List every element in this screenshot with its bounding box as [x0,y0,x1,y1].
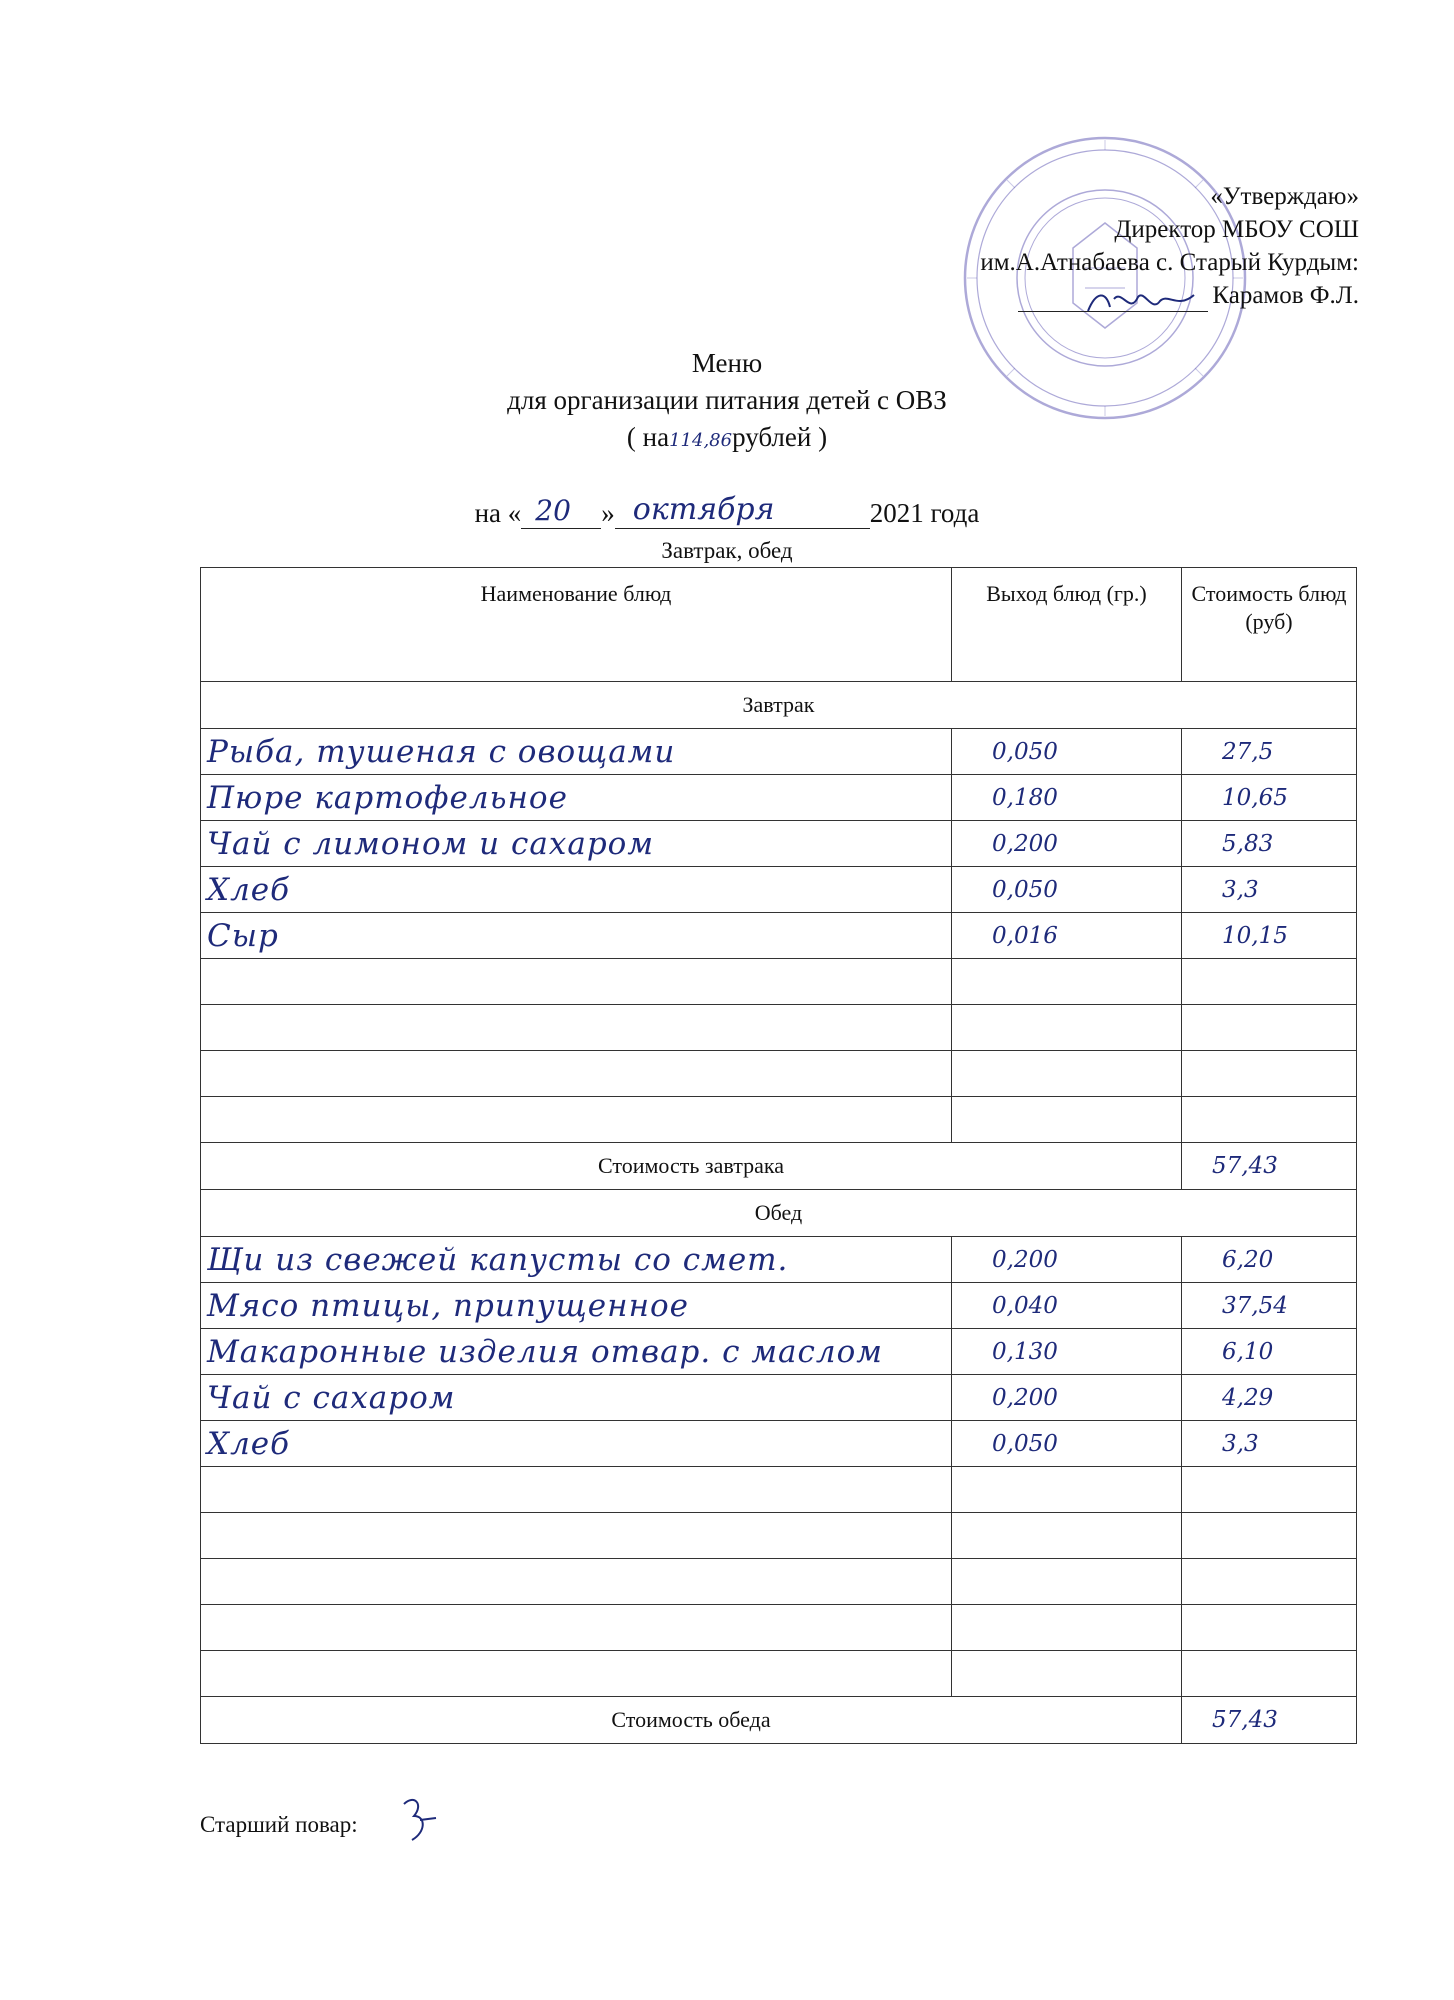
approval-signature-line [980,279,1359,312]
dish-name-cell [201,1421,952,1467]
dish-name-cell-text: Чай с сахаром [207,1379,456,1416]
table-row [201,1559,1357,1605]
dish-name-cell-text: Хлеб [207,1425,291,1462]
dish-name-cell-text: Макаронные изделия отвар. с маслом [207,1333,883,1370]
header-cost: Стоимость блюд (руб) [1182,568,1357,682]
total-value-cell [1182,1143,1357,1190]
table-row [201,913,1357,959]
table-row [201,1005,1357,1051]
chef-label: Старший повар: [200,1812,358,1837]
yield-cell-text: 0,130 [992,1338,1058,1365]
cost-cell [1182,1651,1357,1697]
price-handwritten: 114,86 [669,430,733,451]
dish-name-cell [201,1097,952,1143]
total-value: 57,43 [1212,1707,1278,1733]
breakfast-total-row [201,1143,1357,1190]
dish-name-cell [201,1283,952,1329]
table-row [201,775,1357,821]
total-label: Стоимость обеда [201,1697,1182,1744]
yield-cell [952,1651,1182,1697]
dish-name-cell-text: Рыба, тушеная с овощами [207,733,676,770]
yield-cell [952,1421,1182,1467]
yield-cell [952,775,1182,821]
cost-cell-text: 27,5 [1222,738,1274,765]
date-year: 2021 года [869,498,980,528]
dish-name-cell [201,1237,952,1283]
document-heading [0,345,1454,459]
breakfast-section-row [201,682,1357,729]
dish-name-cell [201,913,952,959]
approval-school: им.А.Атнабаева с. Старый Курдым: [980,249,1359,276]
approval-position: Директор МБОУ СОШ [1114,216,1359,243]
dish-name-cell [201,867,952,913]
cost-cell [1182,1329,1357,1375]
header-yield: Выход блюд (гр.) [952,568,1182,682]
yield-cell-text: 0,016 [992,922,1058,949]
chef-signature [390,1790,450,1850]
table-row [201,1051,1357,1097]
yield-cell-text: 0,050 [992,1430,1058,1457]
yield-cell [952,1329,1182,1375]
table-row [201,867,1357,913]
yield-cell [952,1513,1182,1559]
cost-cell [1182,1283,1357,1329]
date-mid: » [601,498,615,528]
dish-name-cell-text: Чай с лимоном и сахаром [207,825,655,862]
cost-cell [1182,1605,1357,1651]
cost-cell [1182,821,1357,867]
footer [200,1812,358,1838]
approval-title: «Утверждаю» [1210,183,1359,210]
yield-cell [952,1237,1182,1283]
table-row [201,729,1357,775]
cost-cell [1182,1005,1357,1051]
dish-name-cell [201,1329,952,1375]
table-row [201,1467,1357,1513]
menu-table [200,567,1357,1744]
cost-cell [1182,1051,1357,1097]
date-line [0,492,1454,529]
table-row [201,1237,1357,1283]
dish-name-cell [201,1005,952,1051]
yield-cell [952,1605,1182,1651]
cost-cell [1182,959,1357,1005]
total-label: Стоимость завтрака [201,1143,1182,1190]
table-row [201,1513,1357,1559]
cost-cell [1182,729,1357,775]
lunch-section-row [201,1190,1357,1237]
meal-caption: Завтрак, обед [661,538,793,563]
date-month: октября [632,492,775,527]
table-header-row [201,568,1357,682]
cost-cell [1182,913,1357,959]
yield-cell-text: 0,050 [992,876,1058,903]
yield-cell-text: 0,200 [992,1246,1058,1273]
lunch-section-label: Обед [201,1190,1357,1237]
yield-cell [952,1375,1182,1421]
dish-name-cell [201,1467,952,1513]
dish-name-cell [201,775,952,821]
table-row [201,1605,1357,1651]
price-line [0,419,1454,459]
cost-cell [1182,867,1357,913]
dish-name-cell [201,1051,952,1097]
yield-cell [952,1559,1182,1605]
dish-name-cell-text: Хлеб [207,871,291,908]
dish-name-cell [201,1375,952,1421]
handwritten-signature [1018,287,1208,312]
cost-cell [1182,1097,1357,1143]
yield-cell [952,1005,1182,1051]
yield-cell [952,959,1182,1005]
cost-cell [1182,1559,1357,1605]
cost-cell-text: 10,65 [1222,784,1288,811]
yield-cell [952,1467,1182,1513]
header-dish-name: Наименование блюд [201,568,952,682]
yield-cell [952,1097,1182,1143]
director-name: Карамов Ф.Л. [1212,282,1359,309]
table-row [201,1421,1357,1467]
yield-cell-text: 0,200 [992,1384,1058,1411]
price-prefix: ( на [626,422,670,452]
total-value-cell [1182,1697,1357,1744]
yield-cell [952,729,1182,775]
dish-name-cell [201,821,952,867]
cost-cell [1182,1375,1357,1421]
dish-name-cell-text: Щи из свежей капусты со смет. [207,1241,789,1278]
cost-cell-text: 6,20 [1222,1246,1274,1273]
dish-name-cell-text: Мясо птицы, припущенное [207,1287,690,1324]
cost-cell [1182,1237,1357,1283]
yield-cell [952,1283,1182,1329]
total-value: 57,43 [1212,1153,1278,1179]
cost-cell-text: 10,15 [1222,922,1288,949]
cost-cell-text: 6,10 [1222,1338,1274,1365]
yield-cell [952,867,1182,913]
dish-name-cell [201,1559,952,1605]
dish-name-cell [201,1605,952,1651]
yield-cell-text: 0,200 [992,830,1058,857]
cost-cell-text: 3,3 [1222,1430,1259,1457]
yield-cell [952,821,1182,867]
approval-block [980,180,1359,312]
table-row [201,1375,1357,1421]
yield-cell-text: 0,040 [992,1292,1058,1319]
dish-name-cell [201,729,952,775]
table-row [201,1651,1357,1697]
date-prefix: на « [474,498,522,528]
table-row [201,1283,1357,1329]
cost-cell [1182,1467,1357,1513]
yield-cell [952,913,1182,959]
cost-cell [1182,775,1357,821]
dish-name-cell [201,1651,952,1697]
table-row [201,1097,1357,1143]
cost-cell-text: 37,54 [1222,1292,1288,1319]
breakfast-section-label: Завтрак [201,682,1357,729]
cost-cell-text: 5,83 [1222,830,1274,857]
table-row [201,959,1357,1005]
dish-name-cell-text: Пюре картофельное [207,779,568,816]
dish-name-cell [201,959,952,1005]
dish-name-cell-text: Сыр [207,917,279,954]
dish-name-cell [201,1513,952,1559]
cost-cell-text: 4,29 [1222,1384,1274,1411]
table-row [201,821,1357,867]
yield-cell-text: 0,050 [992,738,1058,765]
cost-cell-text: 3,3 [1222,876,1259,903]
lunch-total-row [201,1697,1357,1744]
price-suffix: рублей ) [732,422,828,452]
cost-cell [1182,1513,1357,1559]
document-subtitle: для организации питания детей с ОВЗ [507,385,947,415]
document-title: Меню [691,348,763,378]
cost-cell [1182,1421,1357,1467]
date-day: 20 [535,494,571,527]
table-row [201,1329,1357,1375]
yield-cell [952,1051,1182,1097]
yield-cell-text: 0,180 [992,784,1058,811]
